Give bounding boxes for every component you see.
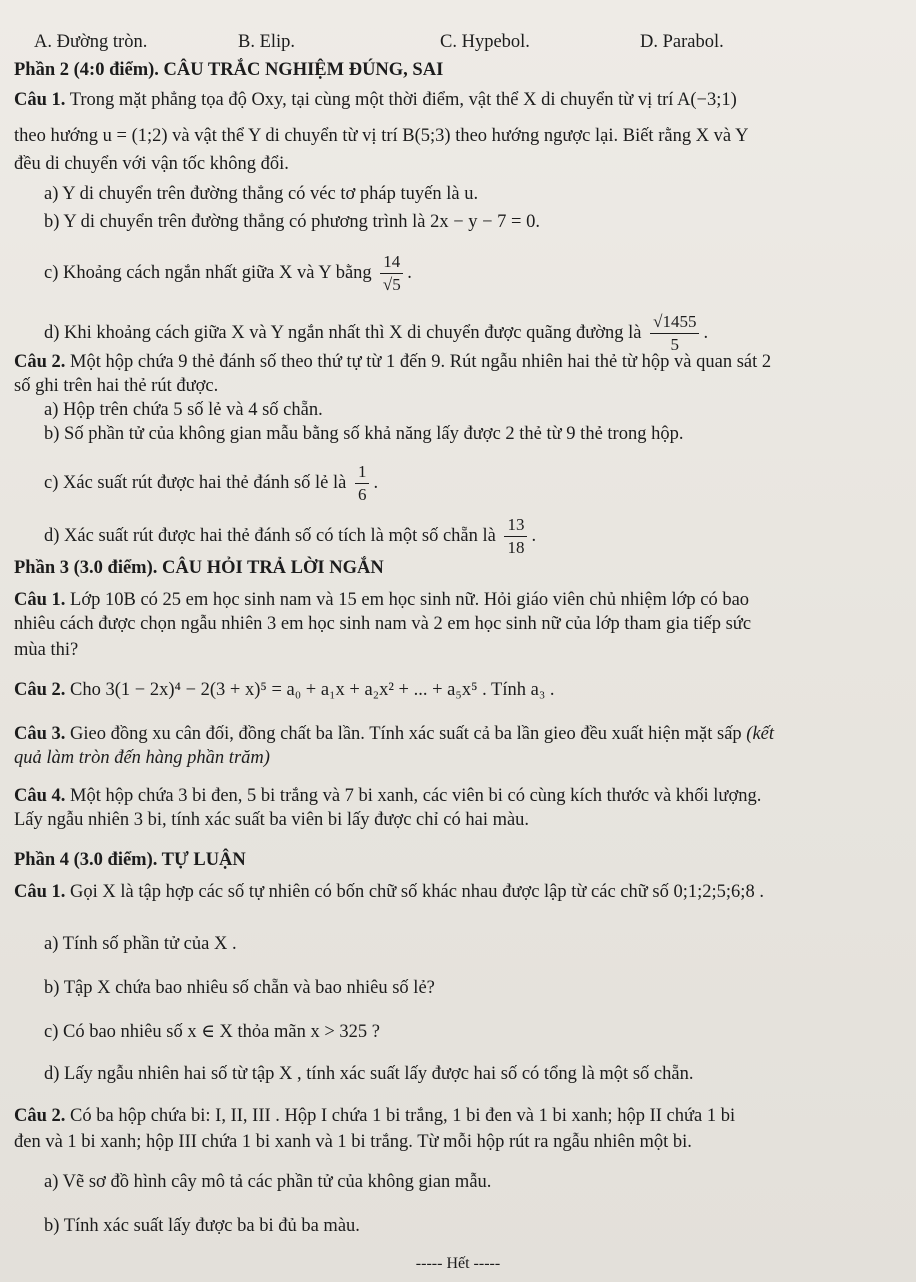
- p4-q2-b: b) Tính xác suất lấy được ba bi đủ ba màu.: [44, 1216, 360, 1236]
- p4-q1-b: b) Tập X chứa bao nhiêu số chẵn và bao nhiêu số lẻ?: [44, 978, 435, 998]
- p2-q1-a: a) Y di chuyển trên đường thẳng có véc tơ pháp tuyến là u.: [44, 184, 479, 204]
- option-c: C. Hypebol.: [440, 32, 530, 52]
- p2-q1-c: c) Khoảng cách ngắn nhất giữa X và Y bằng $\frac{14}{√5}$ .: [44, 252, 412, 294]
- p3-q4-label: Câu 4.: [14, 786, 66, 806]
- p3-q1-line1: [14, 588, 916, 612]
- p2-q2-text1: Một hộp chứa 9 thẻ đánh số theo thứ tự từ 1 đến 9. Rút ngẫu nhiên hai thẻ từ hộp và quan sát 2: [70, 352, 772, 372]
- p2-q2-c-numerator: 1: [355, 462, 370, 484]
- p2-q2-c: c) Xác suất rút được hai thẻ đánh số lẻ là $\frac{1}{6}$ .: [44, 462, 379, 504]
- p4-q1-line1: [14, 880, 916, 904]
- part2-heading: Phần 2 (4:0 điểm). CÂU TRẮC NGHIỆM ĐÚNG, SAI: [14, 60, 444, 80]
- p2-q2-line1: [14, 350, 916, 374]
- p2-q2-c-text: c) Xác suất rút được hai thẻ đánh số lẻ là: [44, 472, 347, 493]
- p2-q1-d-text: d) Khi khoảng cách giữa X và Y ngắn nhất thì X di chuyển được quãng đường là: [44, 322, 642, 343]
- footer-end-mark: ----- Hết -----: [415, 1255, 501, 1272]
- option-d: D. Parabol.: [640, 32, 724, 52]
- p2-q1-c-fraction: [380, 252, 403, 295]
- p2-q1-text1: Trong mặt phẳng tọa độ Oxy, tại cùng một thời điểm, vật thể X di chuyển từ vị trí A(−3;1): [69, 90, 737, 110]
- p2-q2-b: b) Số phần tử của không gian mẫu bằng số khả năng lấy được 2 thẻ từ 9 thẻ trong hộp.: [44, 424, 684, 444]
- p2-q1-d: d) Khi khoảng cách giữa X và Y ngắn nhất thì X di chuyển được quãng đường là $\frac{√1455}{5}$ .: [44, 312, 709, 354]
- p2-q1-b: b) Y di chuyển trên đường thẳng có phương trình là 2x − y − 7 = 0.: [44, 212, 540, 232]
- p2-q2-c-fraction: [355, 462, 370, 505]
- p3-q3-text1: Gieo đồng xu cân đối, đồng chất ba lần. Tính xác suất cả ba lần gieo đều xuất hiện mặt sấp: [70, 724, 742, 744]
- p3-q2-text: Cho 3(1 − 2x)⁴ − 2(3 + x)⁵ = a₀ + a₁x + a₂x² + ... + a₅x⁵ . Tính a₃ .: [70, 680, 555, 700]
- p2-q2-d-numerator: 13: [504, 515, 527, 537]
- p4-q2-text1: Có ba hộp chứa bi: I, II, III . Hộp I chứa 1 bi trắng, 1 bi đen và 1 bi xanh; hộp II chứa 1 bi: [70, 1106, 736, 1126]
- p2-q1-text2: theo hướng u = (1;2) và vật thể Y di chuyển từ vị trí B(5;3) theo hướng ngược lại. Biết rằng X và Y: [14, 126, 749, 146]
- p2-q1-line1: [14, 88, 916, 112]
- p4-q1-d: d) Lấy ngẫu nhiên hai số từ tập X , tính xác suất lấy được hai số có tổng là một số chẵn.: [44, 1064, 694, 1084]
- p4-q2-line1: [14, 1104, 916, 1128]
- p3-q3-label: Câu 3.: [14, 724, 66, 744]
- p3-q4-text2: Lấy ngẫu nhiên 3 bi, tính xác suất ba viên bi lấy được chỉ có hai màu.: [14, 810, 530, 830]
- p3-q4-line1: [14, 784, 916, 808]
- option-a: A. Đường tròn.: [34, 32, 148, 52]
- p3-q1-text2: nhiêu cách được chọn ngẫu nhiên 3 em học sinh nam và 2 em học sinh nữ của lớp tham gia tiếp sức: [14, 614, 752, 634]
- p4-q1-label: Câu 1.: [14, 882, 66, 902]
- p3-q1-text3: mùa thi?: [14, 640, 79, 660]
- p3-q2-label: Câu 2.: [14, 680, 66, 700]
- p2-q1-text3: đều di chuyển với vận tốc không đổi.: [14, 154, 289, 174]
- part3-heading: Phần 3 (3.0 điểm). CÂU HỎI TRẢ LỜI NGẮN: [14, 558, 384, 578]
- p2-q2-text2: số ghi trên hai thẻ rút được.: [14, 376, 219, 396]
- p4-q2-text2: đen và 1 bi xanh; hộp III chứa 1 bi xanh và 1 bi trắng. Từ mỗi hộp rút ra ngẫu nhiên một bi.: [14, 1132, 692, 1152]
- p3-q1-label: Câu 1.: [14, 590, 66, 610]
- p2-q1-c-numerator: 14: [380, 252, 403, 274]
- p2-q1-c-text: c) Khoảng cách ngắn nhất giữa X và Y bằng: [44, 262, 372, 283]
- p4-q2-label: Câu 2.: [14, 1106, 66, 1126]
- p2-q2-d: d) Xác suất rút được hai thẻ đánh số có tích là một số chẵn là $\frac{13}{18}$ .: [44, 515, 537, 557]
- p2-q1-d-numerator: √1455: [650, 312, 699, 334]
- p3-q3-text2: quả làm tròn đến hàng phần trăm): [14, 748, 270, 768]
- p2-q2-a: a) Hộp trên chứa 5 số lẻ và 4 số chẵn.: [44, 400, 323, 420]
- p3-q4-text1: Một hộp chứa 3 bi đen, 5 bi trắng và 7 bi xanh, các viên bi có cùng kích thước và khối lượng.: [70, 786, 762, 806]
- p2-q2-d-text: d) Xác suất rút được hai thẻ đánh số có tích là một số chẵn là: [44, 525, 496, 546]
- p4-q1-text1: Gọi X là tập hợp các số tự nhiên có bốn chữ số khác nhau được lập từ các chữ số 0;1;2;5;6;8 .: [70, 882, 764, 902]
- p3-q3-text1-italic: (kết: [746, 724, 775, 744]
- p4-q1-a: a) Tính số phần tử của X .: [44, 934, 237, 954]
- p2-q2-label: Câu 2.: [14, 352, 66, 372]
- option-b: B. Elip.: [238, 32, 296, 52]
- p4-q1-c: c) Có bao nhiêu số x ∈ X thỏa mãn x > 325 ?: [44, 1022, 380, 1042]
- p2-q1-d-fraction: [650, 312, 699, 355]
- p3-q3-line1: [14, 722, 916, 746]
- p3-q2-line: [14, 678, 916, 702]
- p2-q2-d-denominator: 18: [507, 538, 525, 557]
- p2-q1-d-denominator: 5: [670, 335, 680, 354]
- p2-q1-c-denominator: √5: [382, 275, 401, 294]
- p2-q2-c-denominator: 6: [357, 485, 367, 504]
- p2-q2-d-fraction: [504, 515, 527, 558]
- p3-q1-text1: Lớp 10B có 25 em học sinh nam và 15 em học sinh nữ. Hỏi giáo viên chủ nhiệm lớp có bao: [70, 590, 750, 610]
- p4-q2-a: a) Vẽ sơ đồ hình cây mô tả các phần tử của không gian mẫu.: [44, 1172, 492, 1192]
- part4-heading: Phần 4 (3.0 điểm). TỰ LUẬN: [14, 850, 246, 870]
- p2-q1-label: Câu 1.: [14, 90, 66, 110]
